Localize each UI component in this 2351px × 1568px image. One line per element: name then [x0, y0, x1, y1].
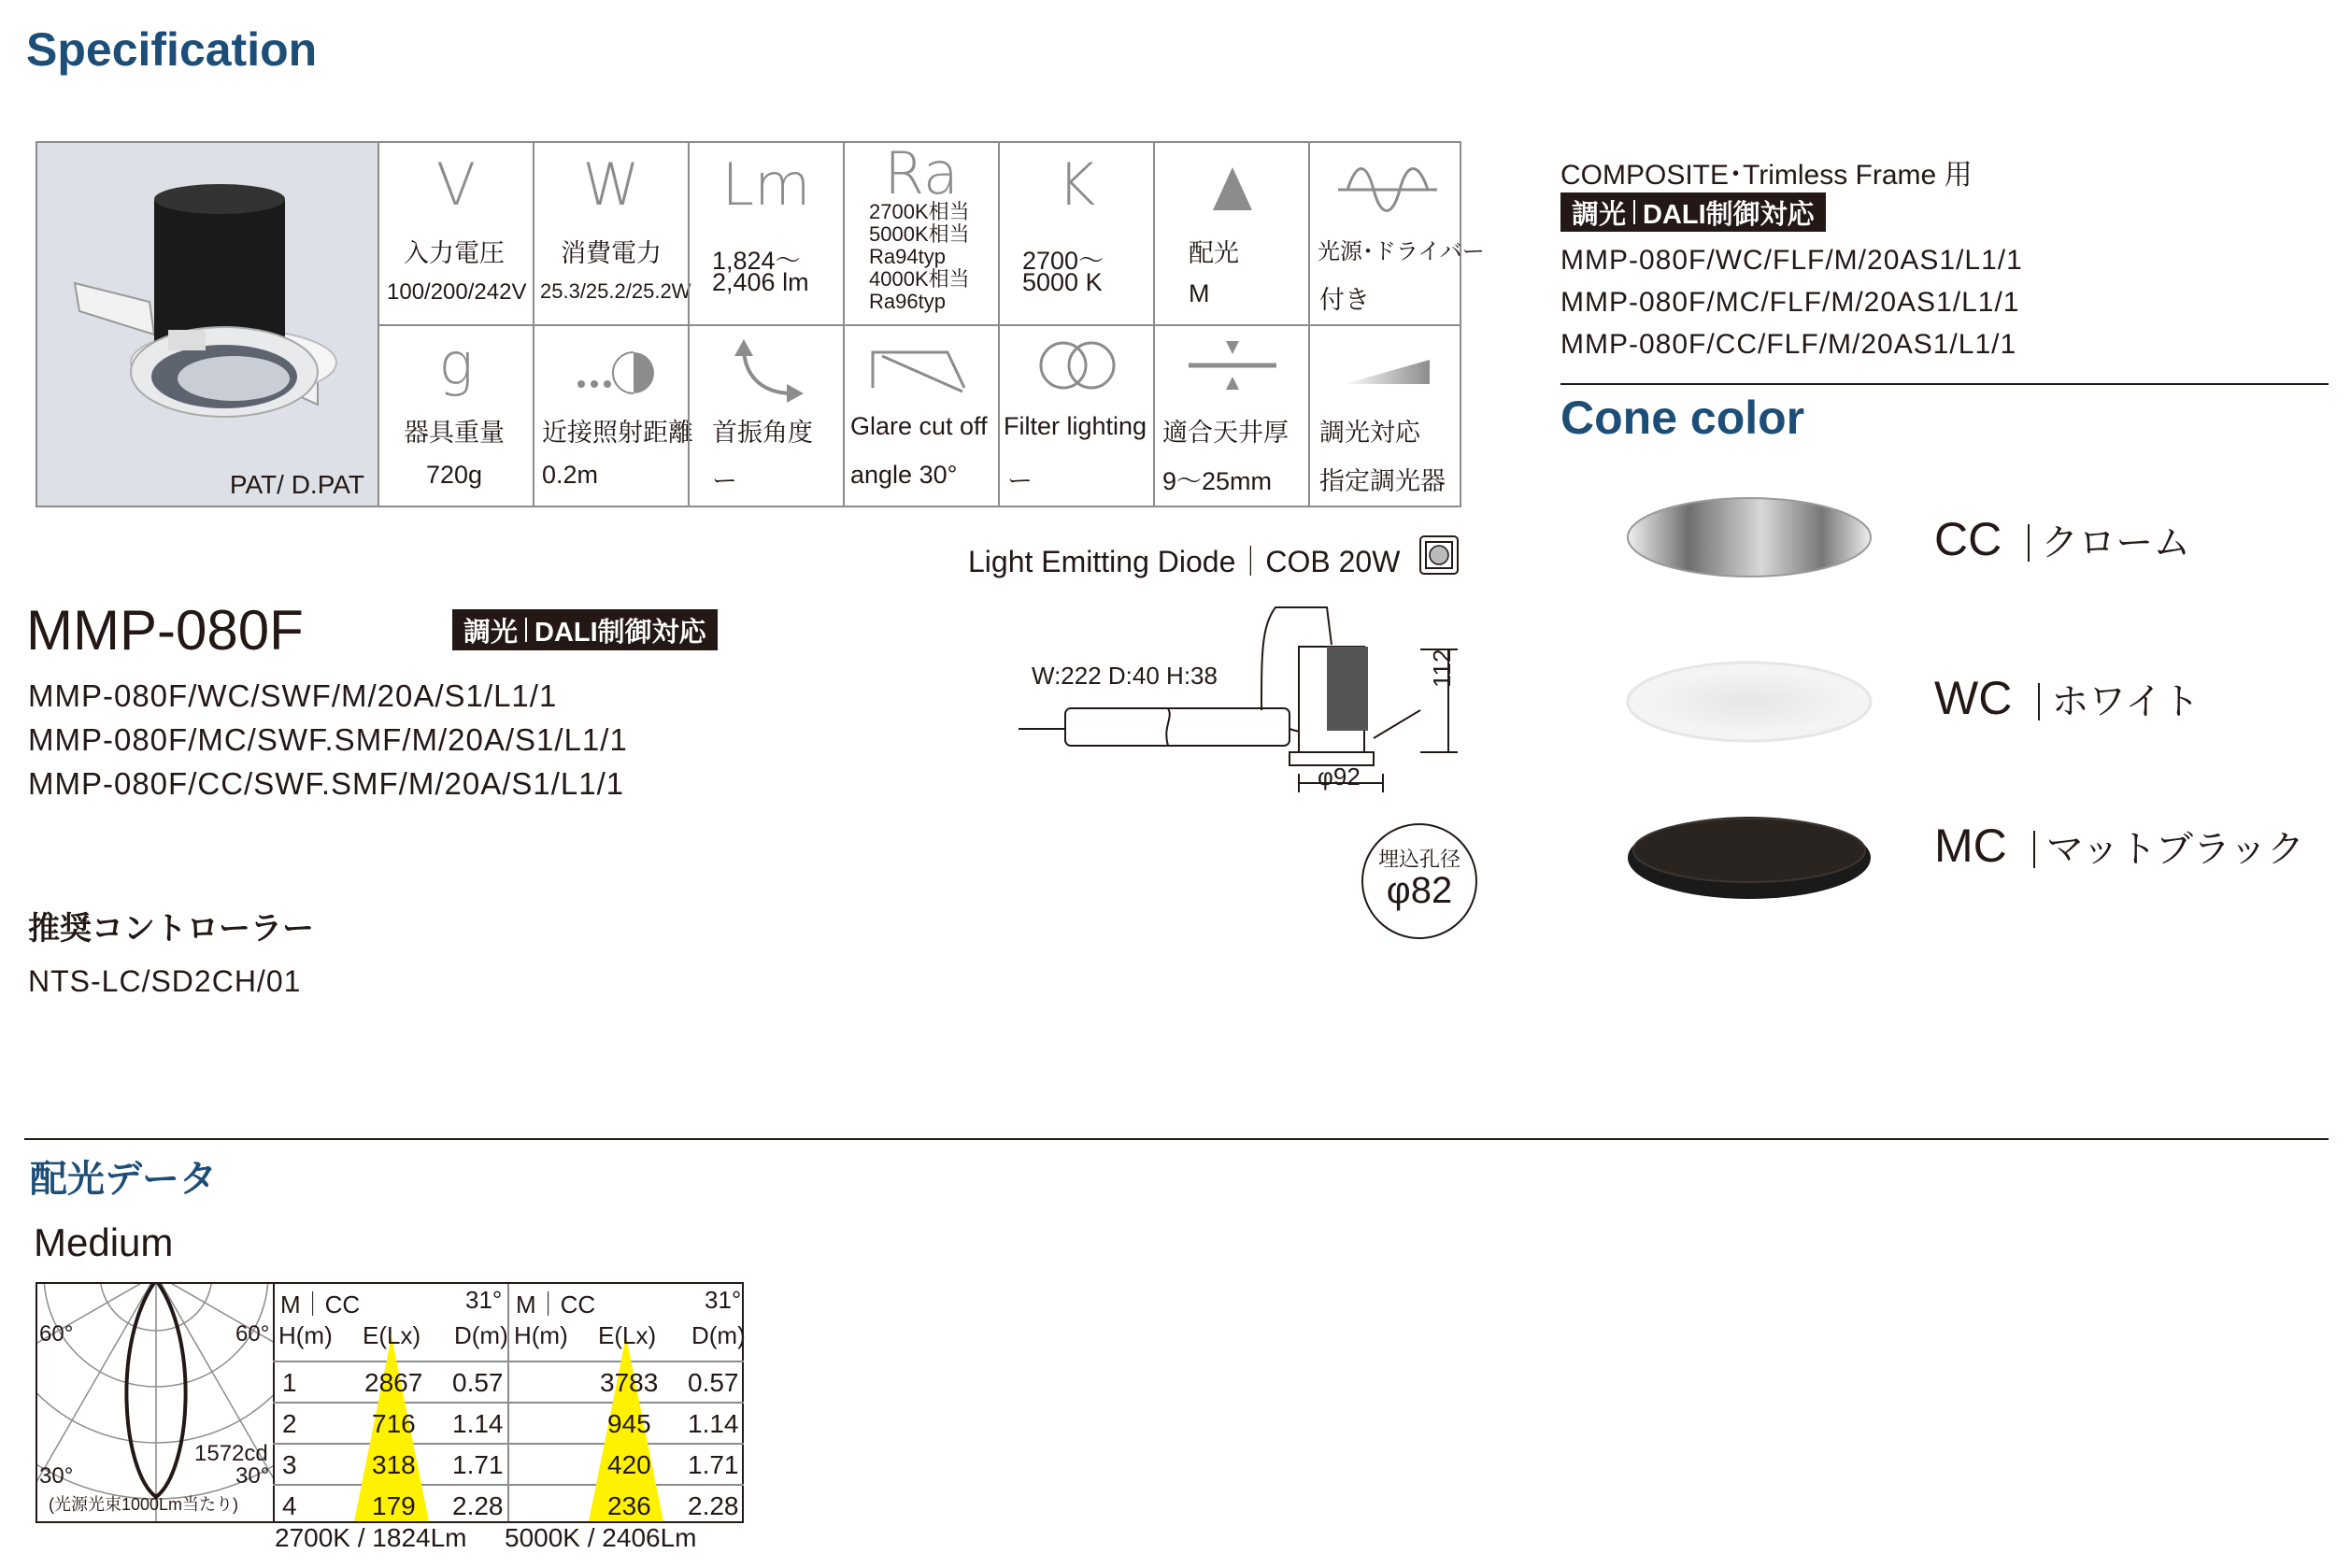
row-diameter: 2.28	[688, 1491, 739, 1520]
row-diameter: 1.71	[452, 1450, 504, 1479]
near-distance-label: 近接照射距離	[542, 419, 693, 447]
polar-angle-30-left: 30°	[39, 1463, 74, 1489]
tilt-angle-value: ー	[712, 467, 737, 495]
controller-value: NTS-LC/SD2CH/01	[28, 964, 302, 998]
composite-heading: COMPOSITE･Trimless Frame 用	[1560, 160, 1973, 191]
dimension-drawing	[1019, 598, 1504, 813]
spec-tilt-angle	[688, 324, 843, 506]
distribution-table	[36, 1282, 744, 1523]
spec-weight	[378, 324, 533, 506]
row-illuminance: 318	[372, 1450, 416, 1479]
table-title: M｜CC	[280, 1290, 361, 1319]
cone-code: WC	[1934, 672, 2013, 724]
row-illuminance: 2867	[364, 1368, 423, 1397]
triangle-icon	[1155, 152, 1310, 227]
row-diameter: 0.57	[452, 1368, 504, 1397]
voltage-symbol: V	[435, 150, 477, 219]
near-distance-value: 0.2m	[542, 461, 599, 489]
beam-angle: 31°	[705, 1286, 742, 1314]
row-diameter: 1.14	[452, 1409, 504, 1438]
weight-label: 器具重量	[404, 419, 505, 447]
badge-dimming: 調光	[463, 617, 519, 648]
badge-dali: DALI制御対応	[534, 617, 706, 648]
badge-dali: DALI制御対応	[1643, 199, 1815, 230]
ceiling-label: 適合天井厚	[1162, 419, 1289, 447]
polar-intensity: 1572cd	[194, 1441, 268, 1466]
variant-line: MMP-080F/MC/SWF.SMF/M/20A/S1/L1/1	[28, 722, 628, 757]
ra-symbol: Ra	[884, 139, 959, 207]
composite-variant: MMP-080F/WC/FLF/M/20AS1/L1/1	[1560, 245, 2023, 276]
polar-angle-60-right: 60°	[235, 1321, 270, 1347]
model-number: MMP-080F	[26, 599, 304, 662]
row-illuminance: 3783	[600, 1368, 659, 1397]
cone-code: CC	[1934, 513, 2002, 565]
header-diameter: D(m)	[691, 1321, 746, 1349]
spec-table	[36, 139, 1485, 507]
light-source: Light Emitting Diode｜COB 20W	[968, 545, 1401, 578]
lumen-range-start: 1,824〜	[712, 247, 801, 275]
row-illuminance: 236	[607, 1491, 651, 1520]
table-title: M｜CC	[516, 1290, 596, 1319]
row-illuminance: 420	[607, 1450, 651, 1479]
badge-dimming: 調光	[1572, 199, 1627, 230]
page-title: Specification	[26, 23, 318, 76]
power-symbol: W	[582, 150, 640, 219]
lumen-symbol: Lm	[721, 150, 811, 219]
row-diameter: 2.28	[452, 1491, 504, 1520]
row-height: 4	[282, 1491, 297, 1520]
cutout-circle	[1361, 823, 1477, 939]
diameter-dimension: φ92	[1318, 763, 1361, 791]
composite-badge	[1560, 192, 1826, 232]
driver-label: 光源･ドライバー	[1318, 239, 1485, 264]
cone-name: クローム	[2041, 522, 2191, 563]
spec-lumen	[688, 143, 843, 324]
cone-item-wc	[1934, 671, 2200, 725]
header-illuminance: E(Lx)	[363, 1321, 421, 1349]
wave-icon	[1310, 152, 1463, 227]
row-illuminance: 716	[372, 1409, 416, 1438]
row-diameter: 1.71	[688, 1450, 739, 1479]
dimming-value: 指定調光器	[1319, 467, 1446, 495]
cob-chip-icon	[1418, 535, 1460, 576]
distribution-value: M	[1189, 279, 1210, 307]
voltage-label: 入力電圧	[404, 239, 505, 267]
row-diameter: 0.57	[688, 1368, 739, 1397]
spec-color-temp	[998, 143, 1153, 324]
divider	[1560, 383, 2329, 385]
spec-ceiling	[1153, 324, 1308, 506]
chrome-cone-swatch	[1626, 495, 1873, 579]
cone-name: マットブラック	[2045, 829, 2305, 870]
power-label: 消費電力	[561, 239, 662, 267]
header-diameter: D(m)	[454, 1321, 508, 1349]
matte-black-cone-swatch	[1626, 813, 1873, 906]
kelvin-range-end: 5000 K	[1022, 268, 1103, 296]
row-diameter: 1.14	[688, 1409, 739, 1438]
dimming-ramp-icon	[1310, 330, 1463, 405]
downlight-product-image	[37, 143, 378, 461]
model-badge	[452, 609, 718, 650]
cone-color-heading: Cone color	[1560, 392, 1805, 444]
distribution-heading: 配光データ	[30, 1159, 217, 1200]
dots-moon-icon	[534, 335, 690, 410]
glare-label: Glare cut off	[850, 412, 988, 440]
driver-dimensions: W:222 D:40 H:38	[1032, 662, 1218, 690]
glare-icon	[845, 332, 1000, 406]
header-height: H(m)	[278, 1321, 333, 1349]
cone-item-mc	[1934, 819, 2304, 873]
row-height: 1	[282, 1368, 297, 1397]
spec-power	[533, 143, 691, 324]
weight-symbol: g	[438, 330, 474, 398]
row-height: 3	[282, 1450, 297, 1479]
ra-details: 2700K相当 5000K相当 Ra94typ 4000K相当 Ra96typ	[869, 200, 970, 313]
header-illuminance: E(Lx)	[598, 1321, 657, 1349]
spec-filter	[998, 324, 1153, 506]
spec-distribution	[1153, 143, 1308, 324]
product-image-cell	[37, 143, 378, 506]
dimming-label: 調光対応	[1319, 419, 1420, 447]
distribution-subheading: Medium	[34, 1220, 174, 1264]
cone-name: ホワイト	[2051, 681, 2201, 722]
voltage-value: 100/200/242V	[387, 279, 527, 305]
cutout-label: 埋込孔径	[1377, 848, 1460, 871]
product-image-caption: PAT/ D.PAT	[229, 470, 364, 499]
header-height: H(m)	[514, 1321, 568, 1349]
cutout-value: φ82	[1386, 870, 1453, 911]
row-illuminance: 945	[607, 1409, 651, 1438]
kelvin-symbol: K	[1057, 150, 1096, 219]
driver-value: 付き	[1319, 286, 1370, 314]
spec-glare	[843, 324, 998, 506]
row-height: 2	[282, 1409, 297, 1438]
divider	[24, 1138, 2329, 1140]
row-illuminance: 179	[372, 1491, 416, 1520]
spec-dimming	[1308, 324, 1461, 506]
controller-heading: 推奨コントローラー	[28, 911, 314, 947]
spec-driver	[1308, 143, 1485, 324]
spec-near-distance	[533, 324, 693, 506]
white-cone-swatch	[1626, 660, 1873, 744]
kelvin-range-start: 2700〜	[1022, 247, 1104, 275]
weight-value: 720g	[426, 461, 483, 489]
spec-ra	[843, 139, 998, 324]
spec-voltage	[378, 143, 533, 324]
table-caption-5000k: 5000K / 2406Lm	[505, 1523, 697, 1552]
tilt-angle-label: 首振角度	[712, 419, 813, 447]
ceiling-thickness-icon	[1155, 330, 1310, 405]
polar-note: (光源光束1000Lm当たり)	[49, 1495, 239, 1514]
height-dimension: 112	[1428, 649, 1456, 688]
ceiling-value: 9〜25mm	[1162, 467, 1273, 495]
filter-label: Filter lighting	[1004, 412, 1147, 440]
beam-angle: 31°	[465, 1286, 503, 1314]
distribution-label: 配光	[1189, 239, 1239, 267]
power-value: 25.3/25.2/25.2W	[540, 279, 691, 303]
glare-value: angle 30°	[850, 461, 958, 489]
filter-value: ー	[1007, 467, 1033, 495]
variant-line: MMP-080F/WC/SWF/M/20A/S1/L1/1	[28, 678, 558, 713]
lumen-range-end: 2,406 lm	[712, 268, 809, 296]
polar-angle-30-right: 30°	[235, 1463, 270, 1489]
variant-line: MMP-080F/CC/SWF.SMF/M/20A/S1/L1/1	[28, 766, 625, 801]
curved-arrow-icon	[690, 332, 845, 406]
cone-item-cc	[1934, 512, 2190, 566]
composite-variant: MMP-080F/MC/FLF/M/20AS1/L1/1	[1560, 287, 2020, 318]
composite-variant: MMP-080F/CC/FLF/M/20AS1/L1/1	[1560, 329, 2017, 360]
table-caption-2700k: 2700K / 1824Lm	[275, 1523, 467, 1552]
polar-angle-60-left: 60°	[39, 1321, 74, 1347]
cone-code: MC	[1934, 820, 2007, 872]
filter-icon	[1000, 330, 1155, 405]
